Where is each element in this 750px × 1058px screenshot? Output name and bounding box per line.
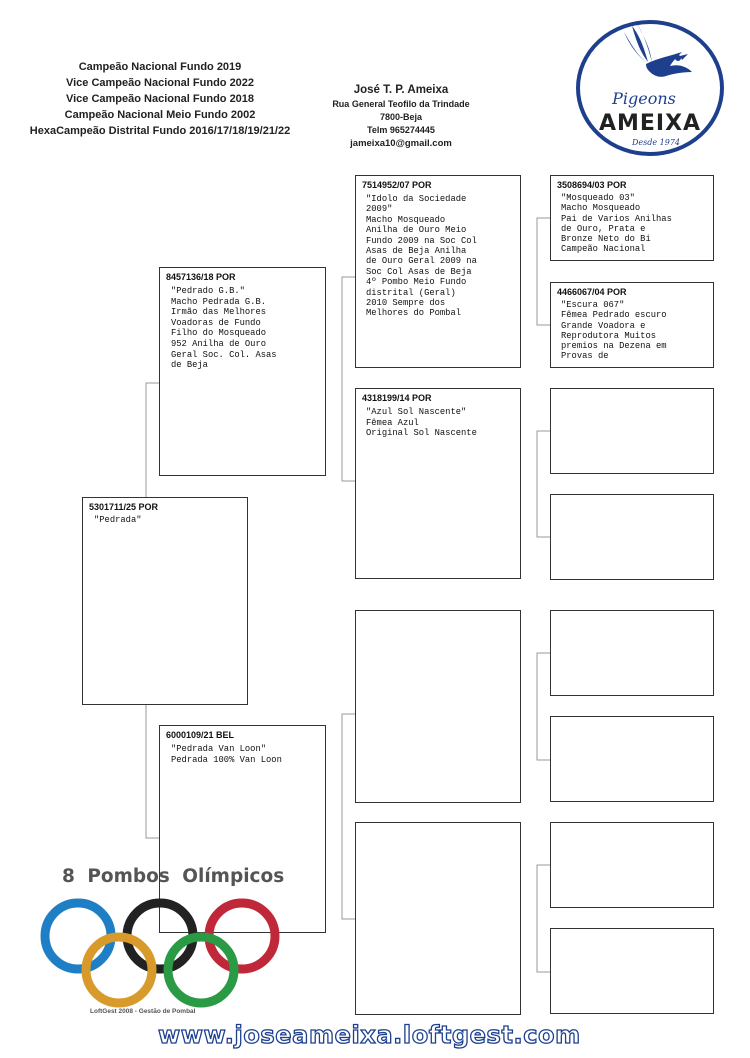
pedigree-box-sds	[550, 388, 714, 474]
breeder-name: José T. P. Ameixa	[353, 84, 449, 96]
pedigree-box-sdd	[550, 494, 714, 580]
ring-green	[168, 937, 234, 1003]
achievement-1: Campeão Nacional Fundo 2019	[78, 61, 242, 73]
pigeon-description: "Pedrada Van Loon" Pedrada 100% Van Loon	[171, 744, 282, 765]
pedigree-box-dam-dam	[355, 822, 521, 1015]
achievement-2: Vice Campeão Nacional Fundo 2022	[65, 77, 255, 89]
logo-script: Pigeons	[612, 89, 676, 108]
ring-number: 5301711/25 POR	[89, 502, 159, 512]
ring-number: 7514952/07 POR	[362, 180, 432, 190]
breeder-address: Rua General Teofilo da Trindade	[332, 99, 470, 109]
pedigree-box-sire-sire	[355, 175, 521, 368]
ring-blue	[45, 903, 111, 969]
ring-red	[209, 903, 275, 969]
ring-number: 4466067/04 POR	[557, 287, 627, 297]
pedigree-box-dds	[550, 822, 714, 908]
pedigree-box-sire-dam	[355, 388, 521, 579]
logo-since: Desde 1974	[631, 138, 681, 147]
pedigree-box-ssd	[550, 282, 714, 368]
software-credit: LoftGest 2008 - Gestão de Pombal	[90, 1008, 196, 1015]
achievement-5: HexaCampeão Distrital Fundo 2016/17/18/19/21/22	[29, 125, 291, 137]
ring-number: 4318199/14 POR	[362, 393, 432, 403]
pedigree-box-sss	[550, 175, 714, 261]
pedigree-box-subject	[82, 497, 248, 705]
achievement-3: Vice Campeão Nacional Fundo 2018	[65, 93, 255, 105]
olympic-pigeons-title: 8 Pombos Olímpicos	[62, 866, 285, 887]
ring-yellow	[86, 937, 152, 1003]
pedigree-box-dsd	[550, 716, 714, 802]
olympic-rings-icon	[38, 892, 284, 1012]
pigeon-description: "Idolo da Sociedade 2009" Macho Mosqueado Anilha de Ouro Meio Fundo 2009 na Soc Col Asas de Beja Anilha de Ouro Geral 2009 na Soc Col Asas de Beja 4º Pombo Meio Fundo distrital (Geral) 2010 Sempre dos Melhores do Pombal	[366, 194, 477, 319]
breeder-city: 7800-Beja	[379, 112, 423, 122]
achievement-4: Campeão Nacional Meio Fundo 2002	[64, 109, 256, 121]
pigeon-description: "Escura 067" Fêmea Pedrado escuro Grande Voadora e Reprodutora Muitos premios na Dezena em Provas de	[561, 300, 667, 362]
ring-number: 8457136/18 POR	[166, 272, 236, 282]
pigeon-description: "Pedrada"	[94, 515, 142, 525]
pedigree-box-dam-sire	[355, 610, 521, 803]
ring-black	[127, 903, 193, 969]
pedigree-box-ddd	[550, 928, 714, 1014]
pigeon-description: "Mosqueado 03" Macho Mosqueado Pai de Varios Anilhas de Ouro, Prata e Bronze Neto do Bi Campeão Nacional	[561, 193, 672, 255]
logo-brand: AMEIXA	[598, 111, 702, 136]
pedigree-box-sire	[159, 267, 326, 476]
pigeon-description: "Azul Sol Nascente" Fêmea Azul Original Sol Nascente	[366, 407, 477, 439]
ring-number: 6000109/21 BEL	[166, 730, 235, 740]
pedigree-box-dss	[550, 610, 714, 696]
ring-number: 3508694/03 POR	[557, 180, 627, 190]
breeder-email[interactable]: jameixa10@gmail.com	[350, 138, 452, 149]
breeder-phone: Telm 965274445	[367, 125, 435, 135]
pigeon-description: "Pedrado G.B." Macho Pedrada G.B. Irmão das Melhores Voadoras de Fundo Filho do Mosqueado 952 Anilha de Ouro Geral Soc. Col. Asas de Beja	[171, 286, 277, 371]
website-link[interactable]: www.joseameixa.loftgest.com	[158, 1021, 581, 1049]
